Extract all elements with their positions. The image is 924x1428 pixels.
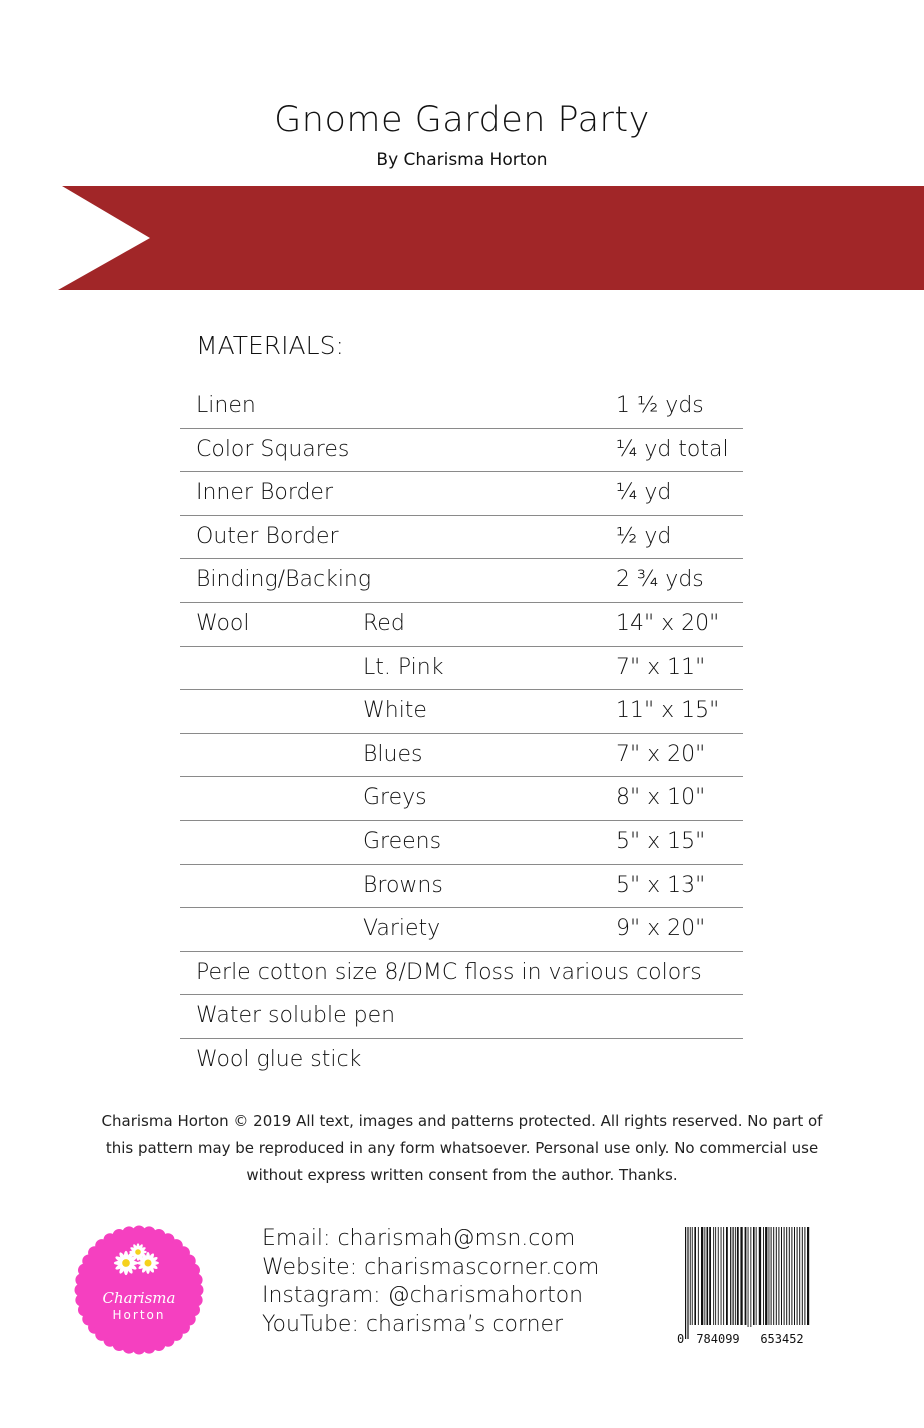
material-item: Linen	[196, 393, 256, 418]
barcode-right-digits: 653452	[760, 1332, 804, 1346]
material-row	[180, 603, 743, 647]
material-quantity: 11" x 15"	[616, 698, 720, 724]
material-item: Wool glue stick	[196, 1046, 362, 1072]
barcode	[677, 1227, 817, 1347]
page-title: Gnome Garden Party	[274, 100, 650, 140]
copyright-line: this pattern may be reproduced in any form whatsoever. Personal use only. No commercial use	[105, 1139, 819, 1157]
material-quantity: ¼ yd total	[616, 436, 729, 462]
material-row	[180, 995, 743, 1039]
material-row	[180, 385, 743, 429]
contact-instagram: Instagram: @charismahorton	[262, 1283, 584, 1308]
material-row	[180, 1039, 743, 1082]
material-subitem: Red	[363, 610, 405, 636]
copyright-line: without express written consent from the author. Thanks.	[246, 1166, 678, 1184]
material-quantity: 7" x 20"	[616, 741, 706, 767]
material-subitem: Greys	[363, 785, 427, 811]
material-quantity: ½ yd	[616, 523, 672, 549]
material-subitem: White	[363, 698, 427, 724]
material-quantity: 1 ½ yds	[616, 393, 704, 418]
material-row	[180, 690, 743, 734]
copyright-line: Charisma Horton © 2019 All text, images and patterns protected. All rights reserved. No part of	[101, 1112, 823, 1130]
material-item: Binding/Backing	[196, 567, 372, 593]
material-subitem: Blues	[363, 741, 423, 767]
material-row	[180, 429, 743, 473]
materials-table	[180, 385, 743, 1082]
contact-email: Email: charismah@msn.com	[262, 1226, 576, 1251]
material-quantity: 14" x 20"	[616, 610, 720, 636]
material-row	[180, 647, 743, 691]
contact-website: Website: charismascorner.com	[262, 1254, 600, 1280]
material-row	[180, 734, 743, 778]
contact-info	[262, 1225, 599, 1339]
materials-heading: MATERIALS:	[196, 331, 344, 360]
logo-name: Charisma	[102, 1289, 176, 1307]
material-row	[180, 472, 743, 516]
material-quantity: 5" x 15"	[616, 828, 706, 854]
banner-ribbon	[0, 186, 924, 290]
material-subitem: Browns	[363, 872, 443, 898]
copyright-notice	[90, 1108, 834, 1189]
material-quantity: 9" x 20"	[616, 916, 706, 942]
author-byline: By Charisma Horton	[376, 150, 548, 170]
material-item: Inner Border	[196, 480, 334, 506]
material-item: Wool	[196, 610, 250, 636]
material-subitem: Greens	[363, 828, 442, 854]
material-row	[180, 865, 743, 909]
material-row	[180, 908, 743, 952]
logo-surname: Horton	[112, 1308, 166, 1322]
material-quantity: 5" x 13"	[616, 872, 706, 898]
charisma-horton-logo	[72, 1223, 206, 1357]
material-row	[180, 559, 743, 603]
material-item: Water soluble pen	[196, 1003, 396, 1029]
material-item: Perle cotton size 8/DMC floss in various colors	[196, 959, 702, 985]
material-row	[180, 516, 743, 560]
material-quantity: 8" x 10"	[616, 785, 706, 811]
material-item: Outer Border	[196, 523, 339, 549]
material-row	[180, 821, 743, 865]
material-subitem: Lt. Pink	[363, 654, 444, 680]
material-quantity: ¼ yd	[616, 480, 672, 506]
material-quantity: 7" x 11"	[616, 654, 706, 680]
material-row	[180, 777, 743, 821]
material-item: Color Squares	[196, 436, 350, 462]
material-row	[180, 952, 743, 996]
barcode-lead-digit: 0	[677, 1332, 685, 1346]
material-quantity: 2 ¾ yds	[616, 567, 704, 593]
barcode-left-digits: 784099	[696, 1332, 740, 1346]
material-subitem: Variety	[363, 916, 441, 942]
contact-youtube: YouTube: charisma’s corner	[262, 1311, 564, 1337]
